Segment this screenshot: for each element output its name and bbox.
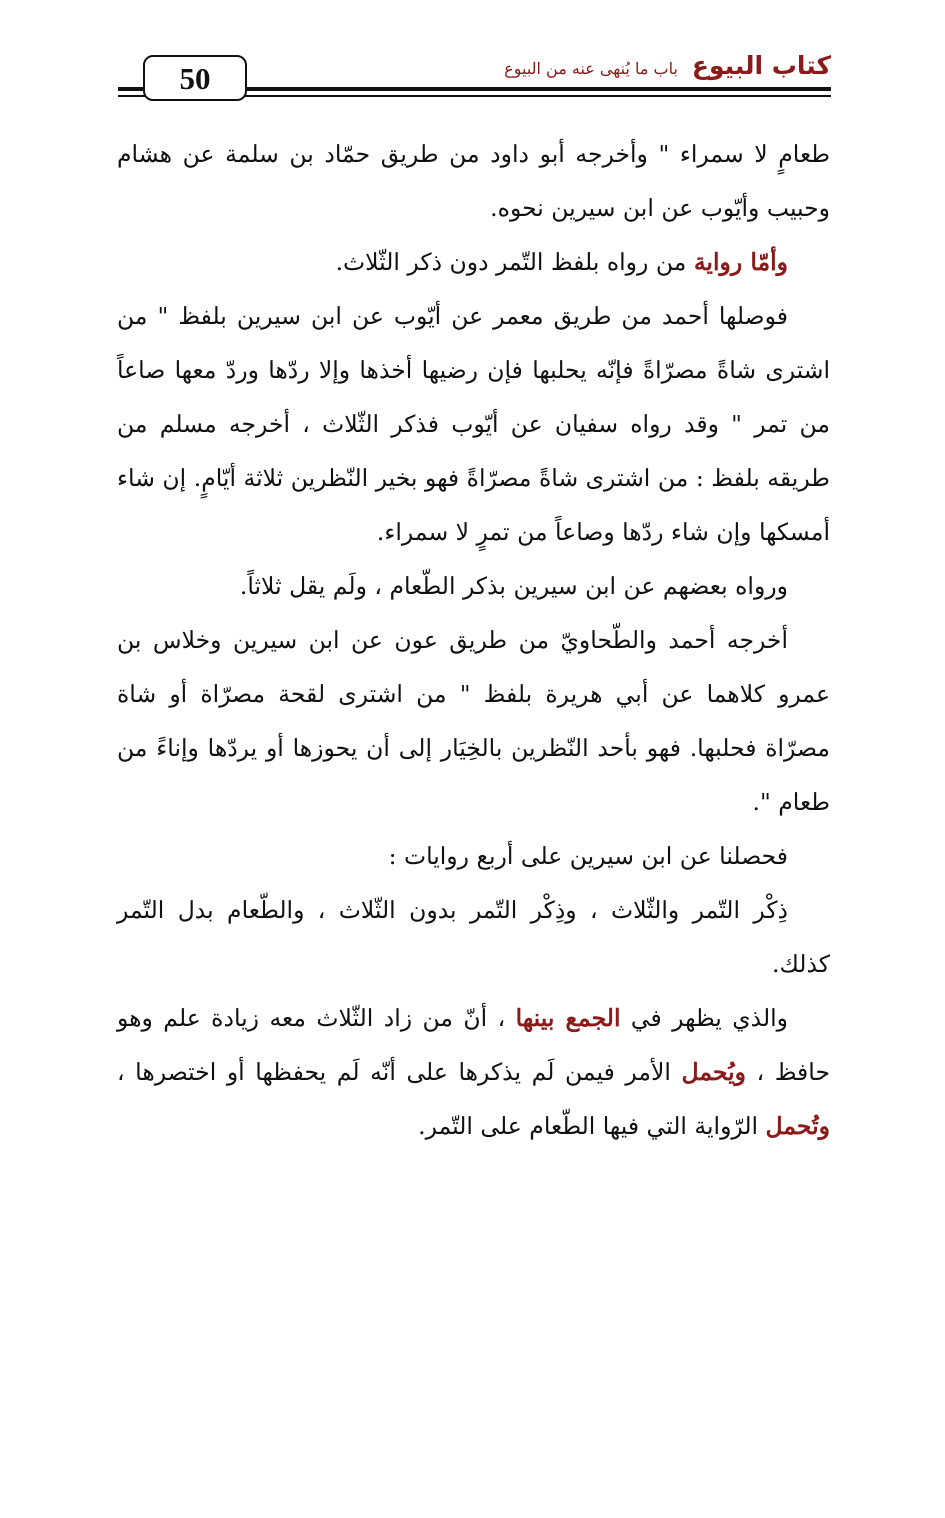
- paragraph-3: [117, 289, 830, 559]
- paragraph-6: [117, 829, 830, 883]
- text-run: أخرجه أحمد والطّحاويّ من طريق عون عن ابن سيرين وخلاس بن عمرو كلاهما عن أبي هريرة بلفظ " من اشترى لقحة مصرّاة أو شاة مصرّاة فحلبها. فهو بأحد النّظرين بالخِيَار إلى أن يحوزها أو يردّها وإناءً من طعام ".: [117, 626, 830, 816]
- page-number-box: [143, 55, 247, 101]
- chapter-title: باب ما يُنهى عنه من البيوع: [504, 59, 678, 78]
- text-run: ورواه بعضهم عن ابن سيرين بذكر الطّعام ، ولَم يقل ثلاثاً.: [239, 572, 788, 600]
- main-text: [117, 127, 830, 1153]
- text-run: فوصلها أحمد من طريق معمر عن أيّوب عن ابن سيرين بلفظ " من اشترى شاةً مصرّاةً فإنّه يحلبها فإن رضيها أخذها وإلا ردّها وردّ معها صاعاً من تمر " وقد رواه سفيان عن أيّوب فذكر الثّلاث ، أخرجه مسلم من طريقه بلفظ : من اشترى شاةً مصرّاةً فهو بخير النّظرين ثلاثة أيّامٍ. إن شاء أمسكها وإن شاء ردّها وصاعاً من تمرٍ لا سمراء.: [117, 302, 830, 546]
- paragraph-7: [117, 883, 830, 991]
- text-run: فحصلنا عن ابن سيرين على أربع روايات :: [388, 842, 788, 870]
- paragraph-8: [117, 991, 830, 1153]
- text-run: طعامٍ لا سمراء " وأخرجه أبو داود من طريق حمّاد بن سلمة عن هشام وحبيب وأيّوب عن ابن سيرين نحوه.: [117, 140, 830, 222]
- text-run: من رواه بلفظ التّمر دون ذكر الثّلاث.: [335, 248, 694, 276]
- text-run: ، أنّ من زاد الثّلاث معه زيادة علم وهو حافظ ،: [117, 1004, 830, 1086]
- page-number: 50: [179, 60, 211, 96]
- highlighted-phrase: الجمع بينها: [515, 1004, 621, 1032]
- page-header: [0, 0, 945, 110]
- highlighted-phrase: وأمّا رواية: [693, 248, 788, 276]
- paragraph-1: [117, 127, 830, 235]
- paragraph-4: [117, 559, 830, 613]
- paragraph-5: [117, 613, 830, 829]
- text-run: ذِكْر التّمر والثّلاث ، وذِكْر التّمر بدون الثّلاث ، والطّعام بدل التّمر كذلك.: [117, 896, 830, 978]
- text-run: الأمر فيمن لَم يذكرها على أنّه لَم يحفظها أو اختصرها ،: [117, 1058, 682, 1086]
- text-run: الرّواية التي فيها الطّعام على التّمر.: [418, 1112, 766, 1140]
- highlighted-phrase: ويُحمل: [681, 1058, 746, 1086]
- paragraph-2: [117, 235, 830, 289]
- highlighted-phrase: وتُحمل: [765, 1112, 830, 1140]
- book-title: كتاب البيوع: [691, 51, 831, 80]
- text-run: والذي يظهر في: [620, 1004, 788, 1032]
- header-titles: [504, 51, 831, 80]
